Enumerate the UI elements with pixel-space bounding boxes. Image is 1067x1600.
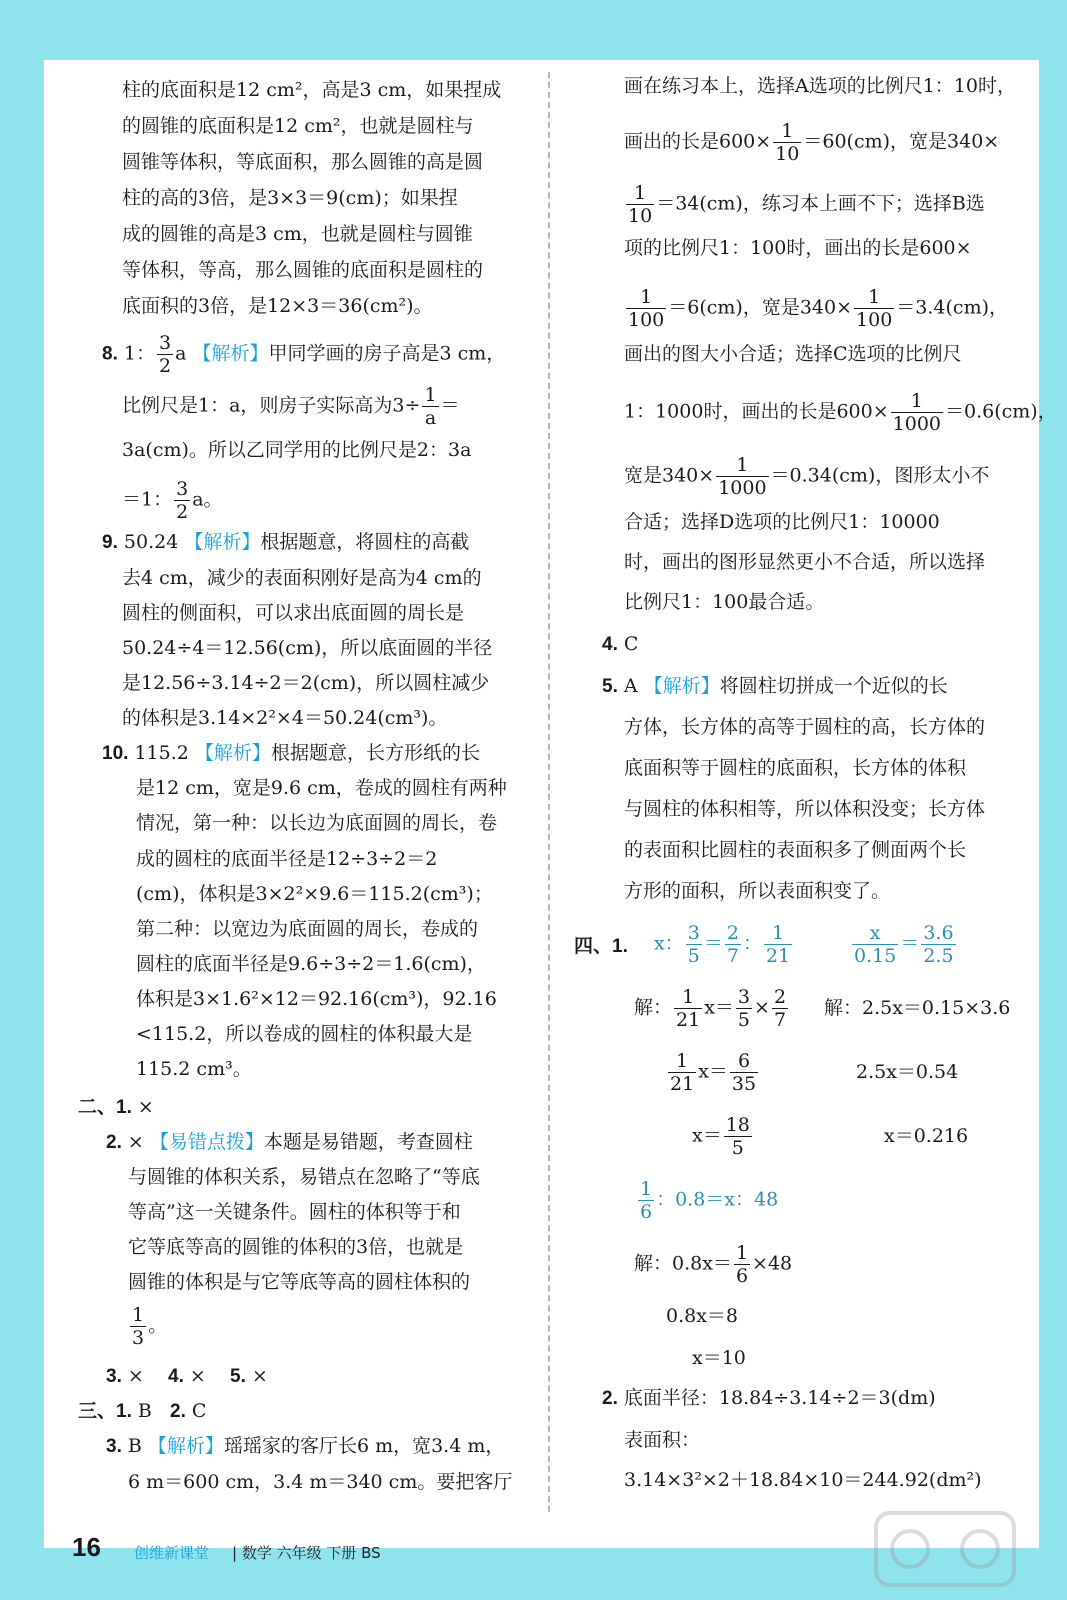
text-line: 是12 cm，宽是9.6 cm，卷成的圆柱有两种 — [136, 777, 507, 799]
text-line: 画出的长是600× $\frac{1}{10}$ ＝60(cm)，宽是340× — [624, 120, 1000, 165]
answer: B — [127, 1435, 142, 1457]
text-line: 圆柱的底面半径是9.6÷3÷2＝1.6(cm)， — [136, 953, 486, 975]
text-line: 瑶瑶家的客厅长6 m，宽3.4 m， — [223, 1435, 505, 1457]
text-line: 甲同学画的房子高是3 cm， — [268, 342, 506, 365]
question-2 — [106, 1128, 473, 1157]
text-line: 圆柱的侧面积，可以求出底面圆的周长是 — [122, 602, 465, 624]
text-line: $\frac{1}{10}$ ＝34(cm)，练习本上画不下；选择B选 — [628, 182, 985, 227]
text-line: $\frac{1}{3}$ 。 — [132, 1304, 168, 1349]
fraction: $\frac{1}{3}$ — [132, 1304, 145, 1349]
question-number: 3. — [106, 1436, 122, 1457]
section-2 — [78, 1093, 154, 1122]
text-line: 50.24÷4＝12.56(cm)，所以底面圆的半径 — [122, 637, 493, 659]
text-line: 第二种：以宽边为底面圆的周长，卷成的 — [136, 918, 479, 940]
text-line: 项的比例尺1：100时，画出的长是600× — [624, 237, 972, 259]
page-frame-top — [0, 0, 1067, 60]
section-heading: 四、1. — [574, 936, 628, 957]
question-number: 5. — [602, 676, 618, 697]
text-line: 3a(cm)。所以乙同学用的比例尺是2：3a — [122, 439, 472, 461]
solution-step: 0.8x＝8 — [666, 1305, 739, 1327]
text-line: 等高”这一关键条件。圆柱的体积等于和 — [128, 1201, 461, 1223]
text-line: 本题是易错题，考查圆柱 — [263, 1131, 473, 1153]
text-line: 比例尺是1：a，则房子实际高为3÷ $\frac{1}{a}$ ＝ — [122, 384, 460, 429]
text-line: ＝1： $\frac{3}{2}$ a。 — [122, 478, 223, 523]
text-line: 底面积的3倍，是12×3＝36(cm²)。 — [122, 295, 433, 317]
text-line: $\frac{1}{100}$ ＝6(cm)，宽是340× $\frac{1}{100}$ ＝3.4(cm)， — [628, 286, 1008, 331]
fraction: $\frac{1}{10}$ — [628, 182, 653, 227]
fraction: $\frac{1}{100}$ — [628, 286, 665, 331]
fraction: $\frac{1}{21}$ — [765, 922, 791, 967]
question-number: 4. — [168, 1366, 184, 1387]
answer: C — [191, 1400, 207, 1422]
equation-2: $\frac{x}{0.15}$ ＝ $\frac{3.6}{2.5}$ — [854, 922, 954, 967]
text-line: 根据题意，长方形纸的长 — [270, 742, 480, 764]
solution-step: 解： $\frac{1}{21}$ x＝ $\frac{3}{5}$ × $\frac{2}{7}$ — [634, 986, 787, 1031]
solution-step: x＝10 — [692, 1347, 746, 1369]
fraction: $\frac{3}{2}$ — [176, 478, 189, 523]
equation-3: $\frac{1}{6}$ ：0.8＝x：48 — [640, 1178, 779, 1223]
text-line: 圆锥的体积是与它等底等高的圆柱体积的 — [128, 1271, 471, 1293]
fraction: $\frac{6}{35}$ — [731, 1050, 757, 1095]
text-line: 合适；选择D选项的比例尺1：10000 — [624, 511, 940, 533]
answer: C — [623, 633, 639, 655]
text-line: 115.2 cm³。 — [136, 1058, 252, 1080]
page-frame-left — [0, 0, 44, 1600]
page-number: 16 — [72, 1532, 101, 1562]
fraction: $\frac{18}{5}$ — [725, 1114, 750, 1159]
question-9 — [102, 528, 469, 557]
text-line: 情况，第一种：以长边为底面圆的周长，卷 — [136, 812, 498, 834]
analysis-tag: 【解析】 — [192, 342, 269, 365]
text-line: 成的圆柱的底面半径是12÷3÷2＝2 — [136, 848, 438, 870]
text-line: 等体积，等高，那么圆锥的底面积是圆柱的 — [122, 259, 484, 281]
text-line: 柱的高的3倍，是3×3＝9(cm)；如果捏 — [122, 187, 458, 209]
question-number: 2. — [602, 1388, 618, 1409]
text-line: 与圆柱的体积相等，所以体积没变；长方体 — [624, 798, 986, 820]
text-line: 6 m＝600 cm，3.4 m＝340 cm。要把客厅 — [128, 1471, 513, 1493]
fraction: $\frac{1}{6}$ — [640, 1178, 653, 1223]
solution-step: 解：0.8x＝ $\frac{1}{6}$ ×48 — [634, 1242, 793, 1287]
question-number: 3. — [106, 1366, 122, 1387]
question-10 — [102, 739, 480, 768]
section-heading: 二、1. — [78, 1097, 132, 1118]
fraction: $\frac{1}{100}$ — [856, 286, 893, 331]
fraction: $\frac{1}{1000}$ — [718, 454, 767, 499]
column-divider — [548, 72, 550, 1512]
answer: A — [623, 675, 638, 697]
text-line: 比例尺1：100最合适。 — [624, 591, 825, 613]
analysis-tag: 【解析】 — [184, 531, 261, 553]
text-line: 1：1000时，画出的长是600× $\frac{1}{1000}$ ＝0.6(cm)， — [624, 390, 1057, 435]
fraction: $\frac{1}{a}$ — [424, 384, 437, 429]
text-line: 去4 cm，减少的表面积刚好是高为4 cm的 — [122, 567, 482, 589]
analysis-tag: 【解析】 — [147, 1435, 224, 1457]
answer: 50.24 — [123, 531, 179, 553]
answer: × — [251, 1365, 268, 1387]
question-2-section-4 — [602, 1384, 936, 1413]
text-line: 将圆柱切拼成一个近似的长 — [719, 675, 948, 697]
text-line: 宽是340× $\frac{1}{1000}$ ＝0.34(cm)，图形太小不 — [624, 454, 990, 499]
answer: 115.2 — [134, 742, 189, 764]
text-line: 方形的面积，所以表面积变了。 — [624, 880, 891, 902]
fraction: $\frac{3.6}{2.5}$ — [923, 922, 954, 967]
text-line: 时，画出的图形显然更小不合适，所以选择 — [624, 551, 986, 573]
page-frame-right — [1039, 0, 1067, 1600]
question-number: 5. — [230, 1366, 246, 1387]
solution-step: 2.5x＝0.54 — [856, 1061, 959, 1083]
fraction: $\frac{2}{7}$ — [726, 922, 739, 967]
text-line: 画在练习本上，选择A选项的比例尺1：10时， — [624, 75, 1016, 97]
fraction: $\frac{3}{5}$ — [737, 986, 751, 1031]
text-line: 3.14×3²×2＋18.84×10＝244.92(dm²) — [624, 1469, 982, 1491]
solution-step: x＝ $\frac{18}{5}$ — [692, 1114, 750, 1159]
text-line: 底面半径：18.84÷3.14÷2＝3(dm) — [623, 1387, 936, 1409]
answers-3-5 — [106, 1362, 268, 1391]
text-line: 柱的底面积是12 cm²，高是3 cm，如果捏成 — [122, 79, 502, 101]
book-title: 创维新课堂 — [134, 1544, 210, 1562]
fraction: $\frac{1}{10}$ — [775, 120, 800, 165]
fraction: $\frac{3}{5}$ — [687, 922, 700, 967]
fraction: $\frac{1}{21}$ — [676, 986, 701, 1031]
text-line: 底面积等于圆柱的底面积，长方体的体积 — [624, 757, 967, 779]
fraction: $\frac{3}{2}$ — [159, 332, 172, 377]
solution-step: $\frac{1}{21}$ x＝ $\frac{6}{35}$ — [670, 1050, 757, 1095]
text-line: 与圆锥的体积关系，易错点在忽略了“等底 — [128, 1166, 480, 1188]
text-line: (cm)，体积是3×2²×9.6＝115.2(cm³)； — [136, 883, 493, 905]
question-number: 2. — [170, 1401, 186, 1422]
fraction: $\frac{1}{1000}$ — [892, 390, 941, 435]
text-line: 方体，长方体的高等于圆柱的高，长方体的 — [624, 716, 986, 738]
solution-step: x＝0.216 — [884, 1125, 969, 1147]
text-line: 表面积： — [624, 1429, 701, 1451]
answer: × — [127, 1131, 144, 1153]
question-number: 2. — [106, 1132, 122, 1153]
section-heading: 三、1. — [78, 1401, 132, 1422]
question-number: 4. — [602, 634, 618, 655]
question-number: 8. — [102, 343, 118, 365]
text-line: 圆锥等体积，等底面积，那么圆锥的高是圆 — [122, 151, 484, 173]
fraction: $\frac{x}{0.15}$ — [854, 922, 897, 967]
analysis-tag: 【解析】 — [194, 742, 271, 764]
text-line: <115.2，所以卷成的圆柱的体积最大是 — [136, 1023, 473, 1045]
watermark-logo — [870, 1505, 1020, 1593]
text-line: 画出的图大小合适；选择C选项的比例尺 — [624, 343, 962, 365]
answer: B — [137, 1400, 152, 1422]
answer: × — [127, 1365, 144, 1387]
answer: a — [175, 342, 187, 365]
section-4-heading — [574, 932, 628, 961]
equation-1: x： $\frac{3}{5}$ ＝ $\frac{2}{7}$ ： $\frac{1}{21}$ — [654, 922, 791, 967]
text-line: 的表面积比圆柱的表面积多了侧面两个长 — [624, 839, 967, 861]
question-4 — [602, 630, 638, 659]
text-line: 的圆锥的底面积是12 cm²，也就是圆柱与 — [122, 115, 474, 137]
solution-step: 解：2.5x＝0.15×3.6 — [824, 997, 1011, 1019]
error-tip-tag: 【易错点拨】 — [149, 1131, 264, 1153]
fraction: $\frac{1}{6}$ — [735, 1242, 749, 1287]
question-8 — [102, 332, 505, 377]
analysis-tag: 【解析】 — [643, 675, 720, 697]
text-line: 它等底等高的圆锥的体积的3倍，也就是 — [128, 1236, 464, 1258]
question-number: 10. — [102, 743, 129, 764]
question-number: 9. — [102, 532, 118, 553]
fraction: $\frac{2}{7}$ — [773, 986, 787, 1031]
text-line: 是12.56÷3.14÷2＝2(cm)，所以圆柱减少 — [122, 672, 490, 694]
text-line: 的体积是3.14×2²×4＝50.24(cm³)。 — [122, 707, 448, 729]
question-3 — [106, 1432, 504, 1461]
text-line: 根据题意，将圆柱的高截 — [260, 531, 470, 553]
text-line: 体积是3×1.6²×12＝92.16(cm³)，92.16 — [136, 988, 497, 1010]
answer: 1： — [123, 342, 155, 365]
fraction: $\frac{1}{21}$ — [670, 1050, 695, 1095]
section-3 — [78, 1397, 206, 1426]
text-line: 成的圆锥的高是3 cm，也就是圆柱与圆锥 — [122, 223, 473, 245]
question-5 — [602, 672, 948, 701]
answer: × — [137, 1096, 154, 1118]
answer: × — [189, 1365, 206, 1387]
book-meta: | 数学 六年级 下册 BS — [232, 1544, 381, 1562]
